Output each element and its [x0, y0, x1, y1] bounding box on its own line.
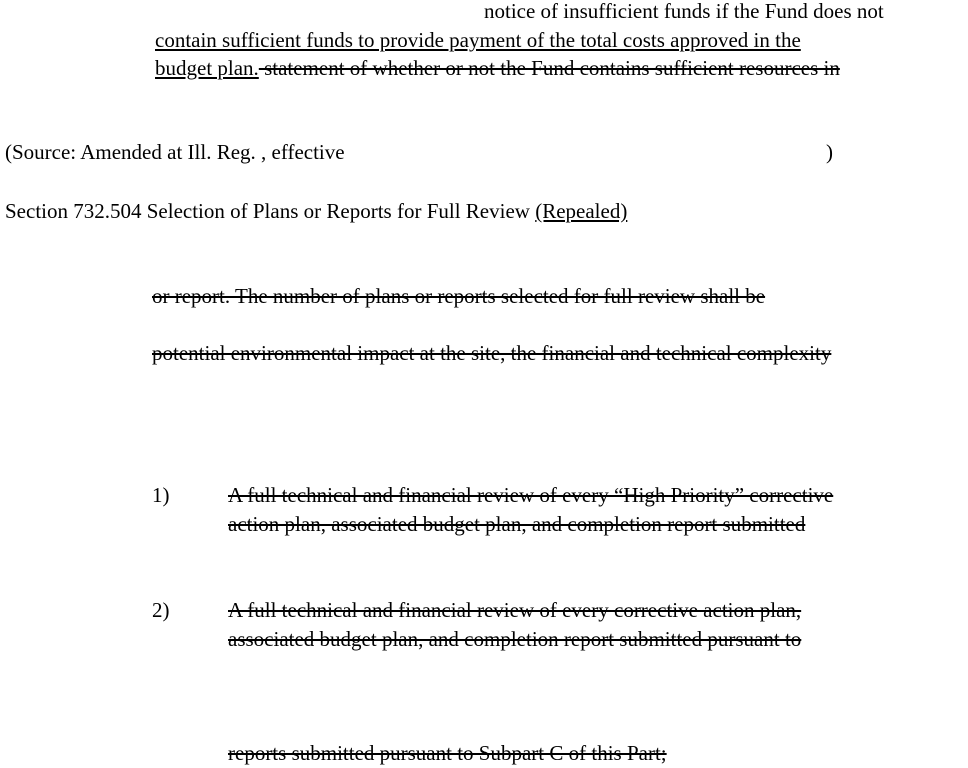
struck-line-1: or report. The number of plans or reports selected for full review shall be — [152, 284, 766, 308]
item-text: A full technical and financial review of every corrective action plan, — [228, 598, 802, 622]
item-text: A full technical and financial review of every “High Priority” corrective — [228, 483, 834, 507]
item-number: 1) — [152, 483, 170, 507]
top-fragment-line2: contain sufficient funds to provide payment of the total costs approved in the — [155, 28, 801, 52]
section-status: (Repealed) — [535, 199, 628, 223]
item-1-line2: action plan, associated budget plan, and completion report submitted — [228, 512, 806, 536]
source-note — [5, 139, 345, 165]
item-2-line1 — [152, 597, 801, 623]
section-title: Section 732.504 Selection of Plans or Reports for Full Review — [5, 199, 536, 223]
struck-line-2: potential environmental impact at the site, the financial and technical complexity — [152, 341, 832, 365]
item-2-line2: associated budget plan, and completion report submitted pursuant to — [228, 627, 802, 651]
section-heading — [5, 198, 627, 224]
source-note-close-paren: ) — [826, 140, 833, 164]
top-fragment-line1: notice of insufficient funds if the Fund does not — [484, 0, 884, 23]
item-1-line1 — [152, 482, 833, 508]
item-number: 2) — [152, 598, 170, 622]
top-fragment-line3 — [155, 55, 840, 81]
tail-line: reports submitted pursuant to Subpart C of this Part; — [228, 741, 667, 765]
amended-text: budget plan. — [155, 56, 259, 80]
deleted-text: statement of whether or not the Fund contains sufficient resources in — [258, 56, 840, 80]
source-note-prefix: (Source: Amended at Ill. Reg. , effective — [5, 140, 345, 164]
